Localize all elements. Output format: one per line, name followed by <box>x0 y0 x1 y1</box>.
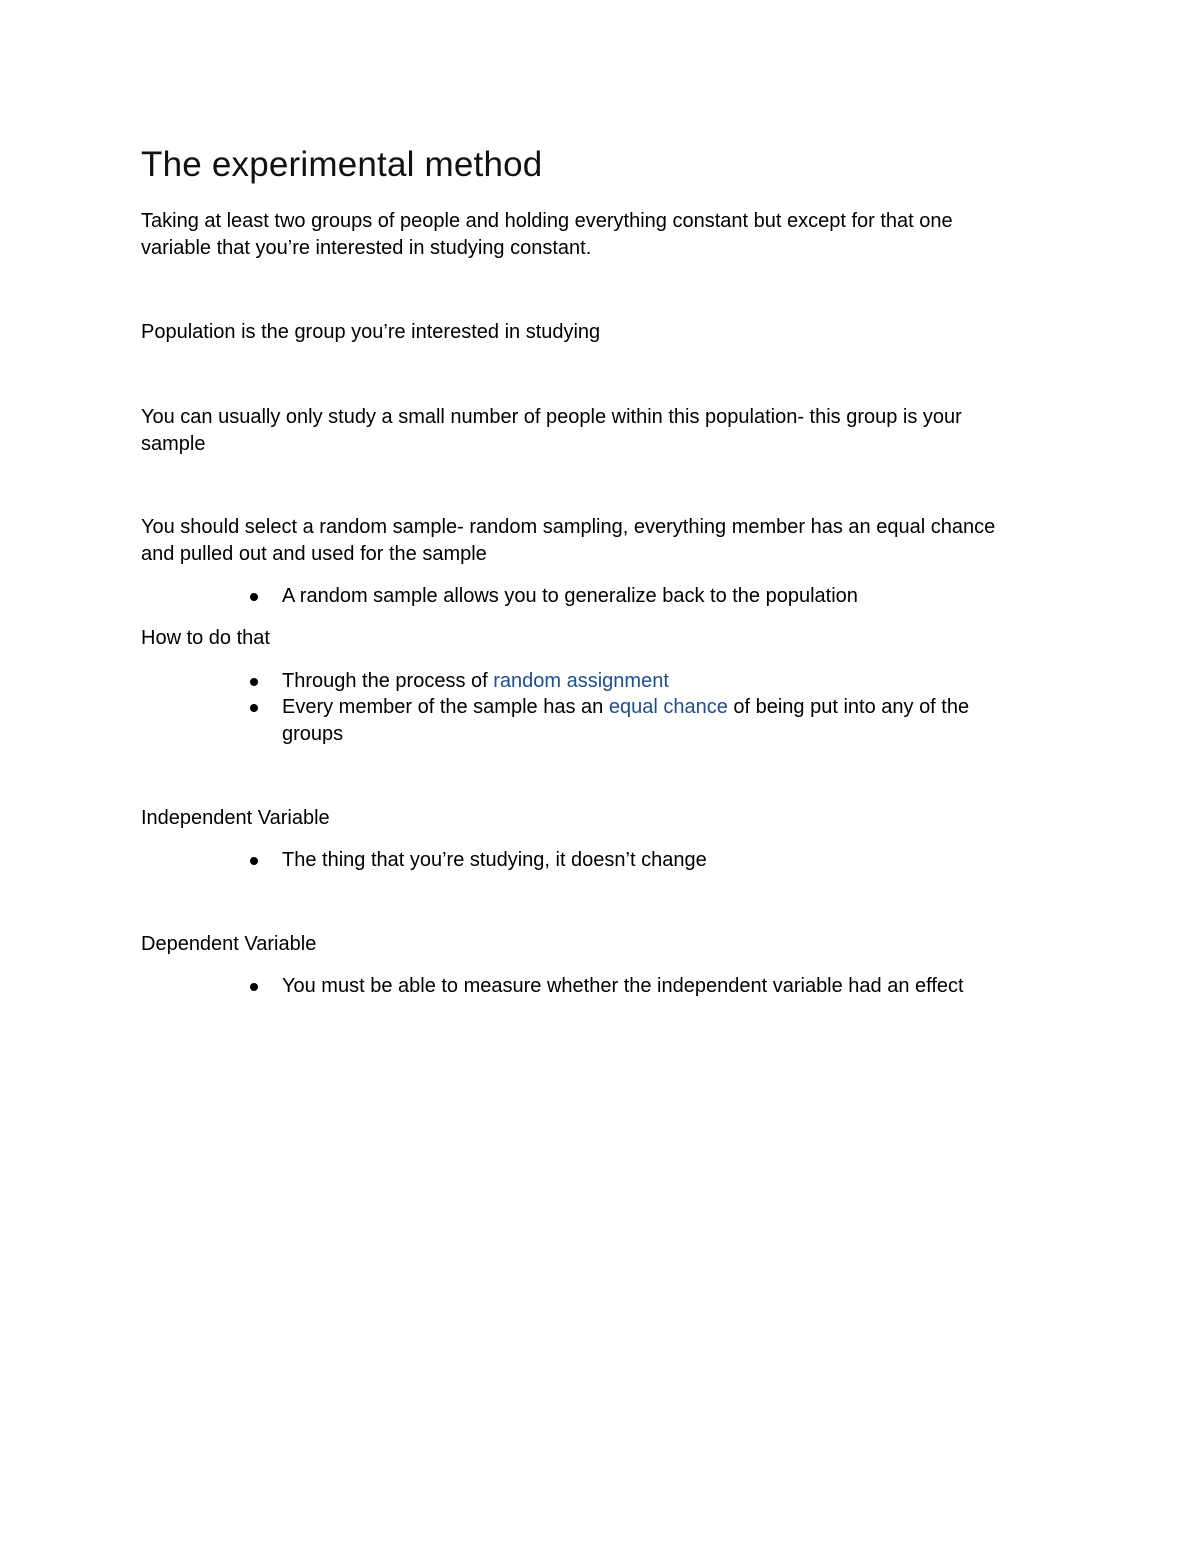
bullet-item-independent <box>282 847 1082 874</box>
population-definition: Population is the group you’re interested in studying <box>141 321 601 343</box>
bullet-dot-icon <box>250 857 258 865</box>
bullet-text-prefix: Every member of the sample has an <box>282 696 609 718</box>
how-to-heading: How to do that <box>141 627 270 649</box>
page-title: The experimental method <box>141 145 543 184</box>
highlight-random-assignment: random assignment <box>493 670 669 692</box>
independent-variable-heading: Independent Variable <box>141 807 330 829</box>
random-sample-paragraph-line-1: You should select a random sample- random sampling, everything member has an equal chance <box>141 516 996 538</box>
bullet-text-suffix: of being put into any of the <box>727 696 970 718</box>
bullet-dot-icon <box>250 983 258 991</box>
bullet-item-equal-chance <box>282 694 1082 721</box>
bullet-item-random-assignment <box>282 668 1082 695</box>
intro-paragraph-line-1: Taking at least two groups of people and holding everything constant but except for that one <box>141 210 953 232</box>
bullet-item-generalize <box>282 583 1082 610</box>
intro-paragraph-line-2: variable that you’re interested in studying constant. <box>141 237 592 259</box>
bullet-text: A random sample allows you to generalize back to the population <box>282 585 858 607</box>
bullet-text: The thing that you’re studying, it doesn’t change <box>282 849 707 871</box>
sample-paragraph-line-1: You can usually only study a small number of people within this population- this group is your <box>141 406 962 428</box>
bullet-dot-icon <box>250 704 258 712</box>
random-sample-paragraph-line-2: and pulled out and used for the sample <box>141 543 487 565</box>
highlight-equal-chance: equal chance <box>608 696 728 718</box>
bullet-item-equal-chance-continued: groups <box>282 723 344 745</box>
sample-paragraph-line-2: sample <box>141 433 206 455</box>
dependent-variable-heading: Dependent Variable <box>141 933 317 955</box>
bullet-dot-icon <box>250 678 258 686</box>
bullet-dot-icon <box>250 593 258 601</box>
bullet-text: You must be able to measure whether the independent variable had an effect <box>282 975 964 997</box>
bullet-item-dependent <box>282 973 1082 1000</box>
bullet-text-prefix: Through the process of <box>282 670 494 692</box>
